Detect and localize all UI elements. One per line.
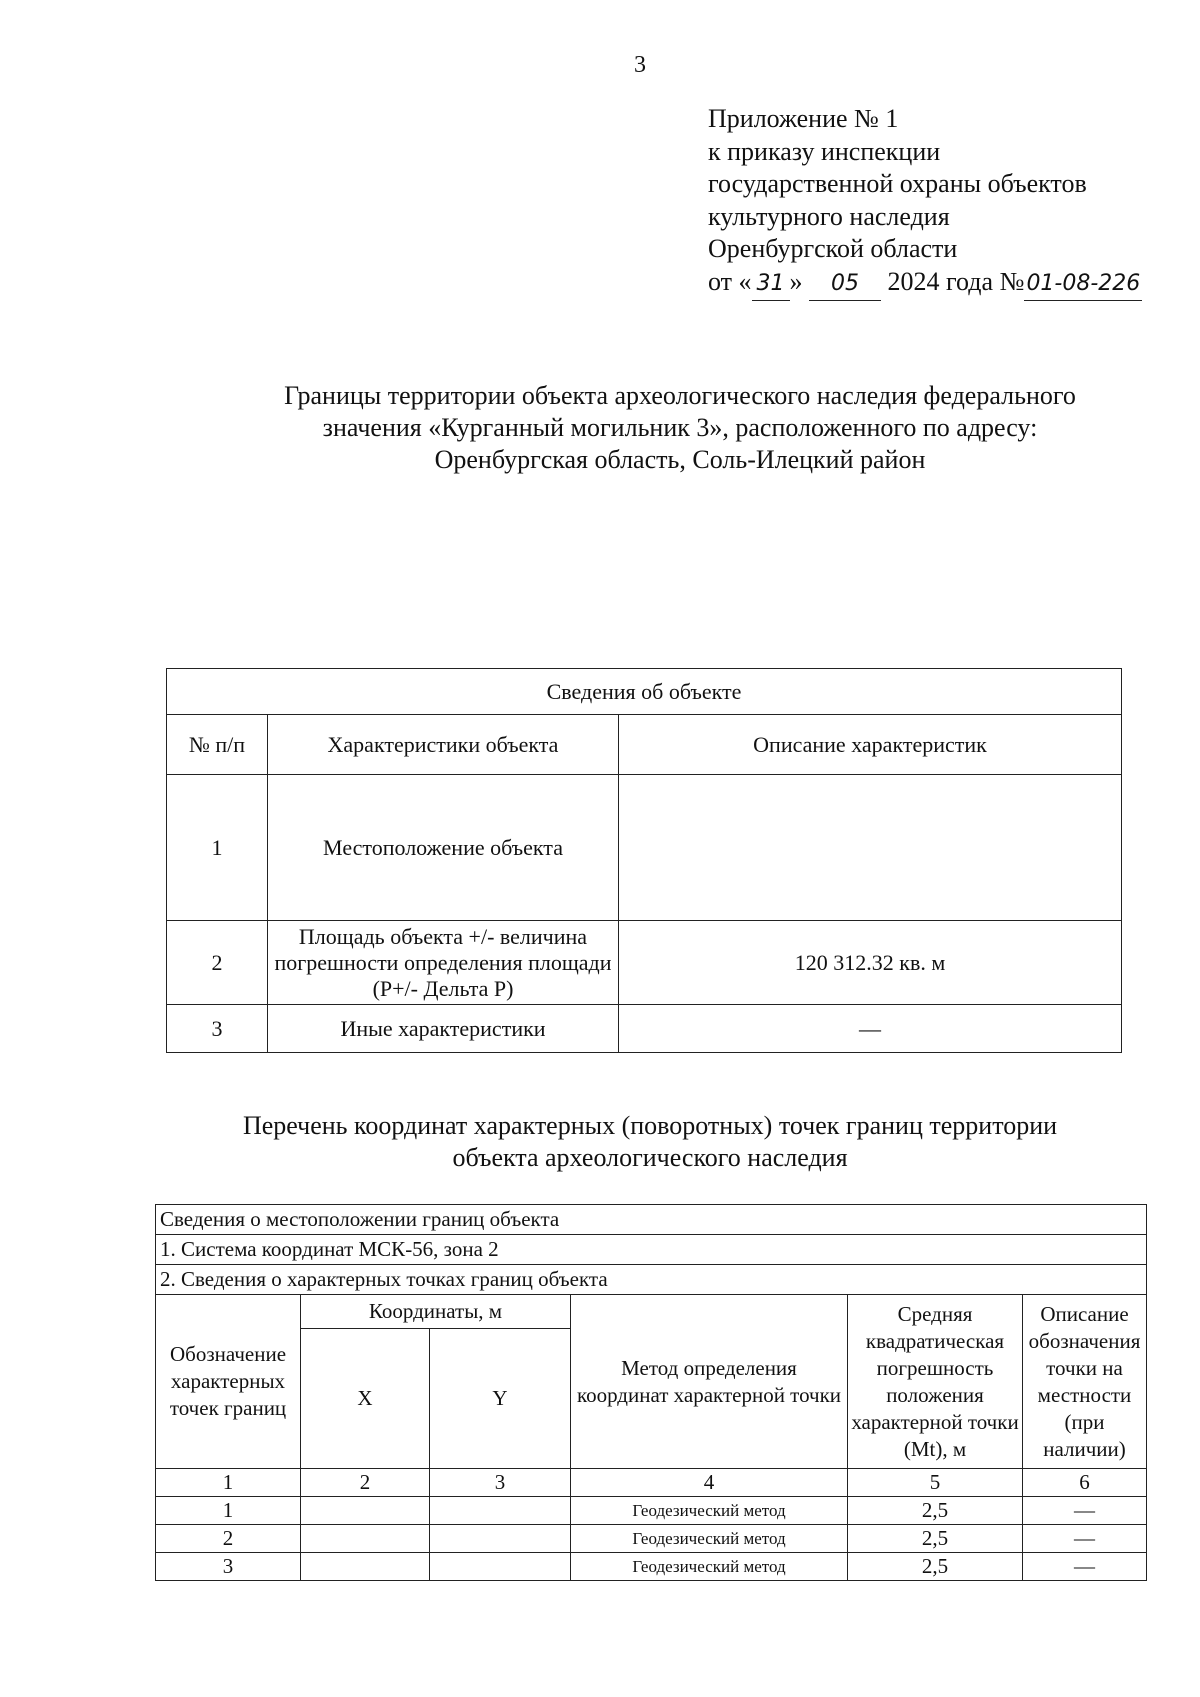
handwritten-month: 05	[809, 268, 881, 302]
column-number: 1	[156, 1469, 301, 1497]
title-line: Оренбургская область, Соль-Илецкий район	[434, 445, 926, 474]
title-line: объекта археологического наследия	[452, 1143, 848, 1172]
object-info-table	[166, 668, 1122, 1053]
point-y	[430, 1497, 571, 1525]
point-y	[430, 1525, 571, 1553]
handwritten-order-number: 01-08-226	[1024, 268, 1142, 302]
point-x	[301, 1553, 430, 1581]
header-method: Метод определения координат характерной точки	[571, 1295, 848, 1469]
document-title	[180, 380, 1180, 476]
location-header: Сведения о местоположении границ объекта	[156, 1205, 1147, 1235]
handwritten-day: 31	[752, 268, 790, 302]
row-number: 1	[167, 775, 268, 921]
point-id: 1	[156, 1497, 301, 1525]
row-value: —	[619, 1005, 1122, 1053]
appendix-line: к приказу инспекции	[708, 136, 941, 166]
title-line: Границы территории объекта археологического наследия федерального	[284, 381, 1076, 410]
point-mt: 2,5	[848, 1553, 1023, 1581]
row-characteristic: Площадь объекта +/- величина погрешности определения площади (P+/- Дельта P)	[268, 921, 619, 1005]
header-y: Y	[430, 1329, 571, 1469]
row-value	[619, 775, 1122, 921]
point-method: Геодезический метод	[571, 1553, 848, 1581]
row-characteristic: Местоположение объекта	[268, 775, 619, 921]
point-description: —	[1023, 1525, 1147, 1553]
column-number: 6	[1023, 1469, 1147, 1497]
column-number: 4	[571, 1469, 848, 1497]
object-table-caption: Сведения об объекте	[167, 669, 1122, 715]
year-text: 2024 года №	[887, 266, 1025, 296]
header-characteristics: Характеристики объекта	[268, 715, 619, 775]
point-description: —	[1023, 1497, 1147, 1525]
header-mean-error: Средняя квадратическая погрешность положения характерной точки (Mt), м	[848, 1295, 1023, 1469]
page-number: 3	[634, 52, 646, 78]
header-number: № п/п	[167, 715, 268, 775]
row-number: 3	[167, 1005, 268, 1053]
point-method: Геодезический метод	[571, 1497, 848, 1525]
coords-title	[150, 1110, 1150, 1174]
row-characteristic: Иные характеристики	[268, 1005, 619, 1053]
column-number: 2	[301, 1469, 430, 1497]
header-description: Описание характеристик	[619, 715, 1122, 775]
title-line: значения «Курганный могильник 3», расположенного по адресу:	[322, 413, 1038, 442]
appendix-line: Приложение № 1	[708, 104, 899, 133]
point-description: —	[1023, 1553, 1147, 1581]
point-x	[301, 1525, 430, 1553]
row-number: 2	[167, 921, 268, 1005]
header-coordinates: Координаты, м	[301, 1295, 571, 1329]
coordinates-table	[155, 1204, 1147, 1581]
point-mt: 2,5	[848, 1497, 1023, 1525]
header-point-description: Описание обозначения точки на местности (при наличии)	[1023, 1295, 1147, 1469]
appendix-block	[708, 103, 1142, 301]
date-prefix: от «	[708, 266, 752, 296]
point-id: 2	[156, 1525, 301, 1553]
title-line: Перечень координат характерных (поворотных) точек границ территории	[242, 1111, 1058, 1140]
header-point-designation: Обозначение характерных точек границ	[156, 1295, 301, 1469]
appendix-line: Оренбургской области	[708, 234, 958, 263]
header-x: X	[301, 1329, 430, 1469]
coordinate-system: 1. Система координат МСК-56, зона 2	[156, 1235, 1147, 1265]
order-date-line	[708, 266, 1142, 302]
points-header: 2. Сведения о характерных точках границ объекта	[156, 1265, 1147, 1295]
row-value: 120 312.32 кв. м	[619, 921, 1122, 1005]
point-mt: 2,5	[848, 1525, 1023, 1553]
column-number: 5	[848, 1469, 1023, 1497]
column-number: 3	[430, 1469, 571, 1497]
point-x	[301, 1497, 430, 1525]
point-y	[430, 1553, 571, 1581]
date-mid: »	[789, 266, 803, 296]
appendix-line: государственной охраны объектов	[708, 169, 1087, 198]
point-id: 3	[156, 1553, 301, 1581]
point-method: Геодезический метод	[571, 1525, 848, 1553]
appendix-line: культурного наследия	[708, 201, 950, 231]
